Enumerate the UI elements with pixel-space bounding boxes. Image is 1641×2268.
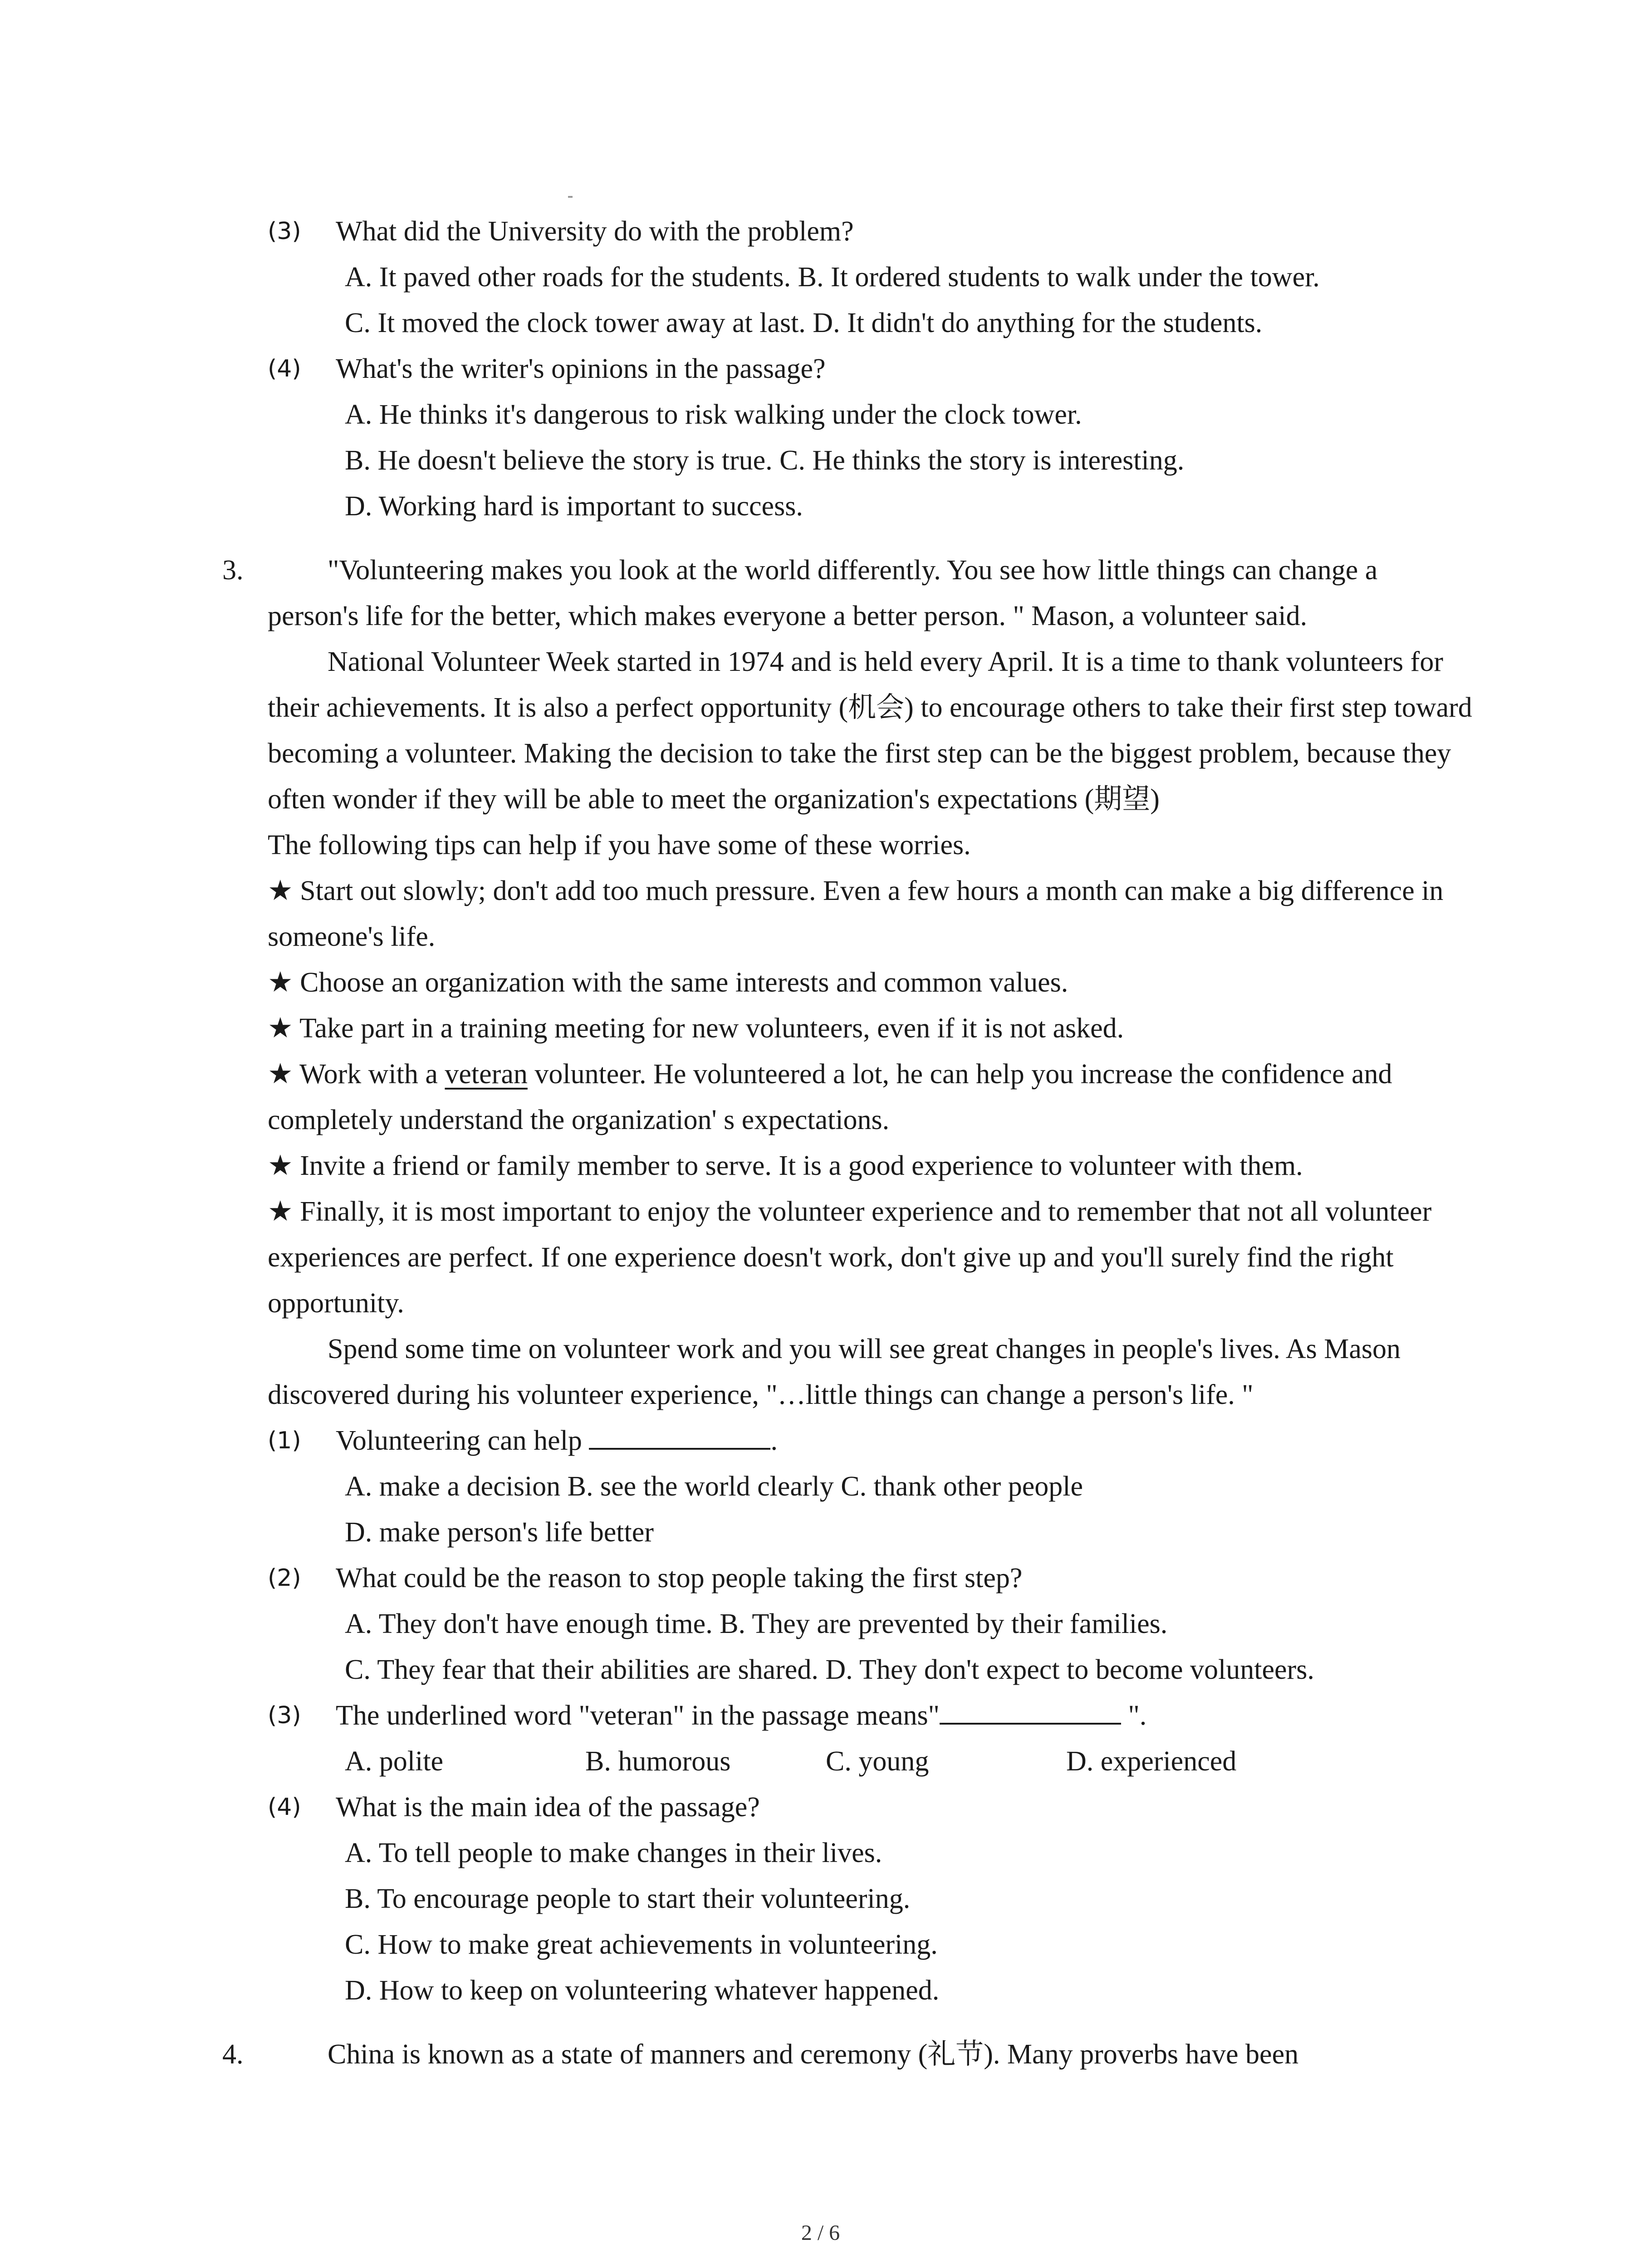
q3-s1-option-d: D. make person's life better	[345, 1517, 654, 1548]
option-b: B. humorous	[585, 1746, 731, 1777]
subquestion-text	[222, 1693, 1474, 1739]
q3-s2-question-row	[222, 1555, 1474, 1601]
passage-paragraph-1: China is known as a state of manners and ceremony (礼节). Many proverbs have been	[328, 2039, 1299, 2070]
subquestion-number: (2)	[268, 1564, 301, 1592]
passage-paragraph-3: The following tips can help if you have some of these worries.	[268, 830, 971, 860]
subquestion-number: (3)	[268, 1702, 301, 1729]
q2-s4-question-row	[222, 346, 1474, 392]
q4-passage	[222, 2032, 1474, 2077]
subquestion-number: (4)	[268, 1794, 301, 1821]
page-number: 2 / 6	[801, 2221, 840, 2245]
q2-s4-options-bc: B. He doesn't believe the story is true. C. He thinks the story is interesting.	[345, 445, 1185, 476]
question-end: .	[770, 1425, 778, 1456]
q2-s3-question-row	[222, 209, 1474, 254]
q3-s4-question-row	[222, 1784, 1474, 1830]
passage-paragraph-4: Spend some time on volunteer work and you will see great changes in people's lives. As Mason discovered during his volunteer experience, "…little things can change a person's life. "	[268, 1334, 1401, 1410]
q2-s4-option-a: A. He thinks it's dangerous to risk walking under the clock tower.	[345, 399, 1082, 430]
answer-blank[interactable]	[940, 1698, 1121, 1725]
underlined-word-veteran: veteran	[445, 1059, 528, 1090]
question-number: 4.	[222, 2039, 244, 2070]
tip-4-start: ★ Work with a	[268, 1059, 445, 1090]
q3-s3-options	[222, 1739, 1474, 1784]
subquestion-number: (4)	[268, 355, 301, 382]
passage-paragraph-1: "Volunteering makes you look at the world differently. You see how little things can change a person's life for the better, which makes everyone a better person. " Mason, a volunteer said.	[268, 555, 1378, 631]
passage-paragraph-2: National Volunteer Week started in 1974 and is held every April. It is a time to thank volunteers for their achievements. It is also a perfect opportunity (机会) to encourage others to take their first step toward becoming a volunteer. Making the decision to take the first step can be the biggest problem, because they often wonder if they will be able to meet the organization's expectations (期望)	[268, 646, 1472, 815]
question-start: Volunteering can help	[336, 1425, 589, 1456]
subquestion-text: What could be the reason to stop people taking the first step?	[336, 1563, 1023, 1593]
tip-3: ★ Take part in a training meeting for new volunteers, even if it is not asked.	[268, 1013, 1124, 1044]
option-c: C. young	[826, 1746, 929, 1777]
tip-2: ★ Choose an organization with the same interests and common values.	[268, 967, 1068, 998]
tip-5: ★ Invite a friend or family member to serve. It is a good experience to volunteer with them.	[268, 1150, 1303, 1181]
q2-s4-option-d: D. Working hard is important to success.	[345, 491, 803, 522]
page-content	[222, 209, 1474, 2077]
subquestion-number: (1)	[268, 1427, 301, 1454]
q3-s4-option-d: D. How to keep on volunteering whatever happened.	[345, 1975, 940, 2006]
answer-blank[interactable]	[589, 1423, 770, 1450]
subquestion-text: What's the writer's opinions in the passage?	[336, 353, 826, 384]
q3-s4-option-b: B. To encourage people to start their volunteering.	[345, 1883, 911, 1914]
scan-mark	[568, 196, 573, 198]
q3-s4-option-c: C. How to make great achievements in volunteering.	[345, 1929, 938, 1960]
q3-s2-options-cd: C. They fear that their abilities are shared. D. They don't expect to become volunteers.	[345, 1654, 1314, 1685]
tip-4-end: volunteer. He volunteered a lot, he can help you increase the confidence and completely understand the organization' s expectations.	[268, 1059, 1392, 1135]
tip-4	[222, 1051, 1474, 1143]
q3-s1-question-row	[222, 1418, 1474, 1464]
question-start: The underlined word "veteran" in the passage means"	[336, 1700, 940, 1731]
tip-6: ★ Finally, it is most important to enjoy the volunteer experience and to remember that not all volunteer experiences are perfect. If one experience doesn't work, don't give up and you'll surely find the right opportunity.	[268, 1196, 1432, 1319]
q2-s3-options-cd: C. It moved the clock tower away at last. D. It didn't do anything for the students.	[345, 308, 1263, 338]
question-end: ".	[1121, 1700, 1147, 1731]
option-a: A. polite	[345, 1746, 443, 1777]
q3-passage	[222, 547, 1474, 639]
q3-s2-options-ab: A. They don't have enough time. B. They are prevented by their families.	[345, 1608, 1168, 1639]
subquestion-text: What did the University do with the problem?	[336, 216, 854, 247]
q3-s1-options-abc: A. make a decision B. see the world clearly C. thank other people	[345, 1471, 1083, 1502]
q2-s3-options-ab: A. It paved other roads for the students. B. It ordered students to walk under the tower.	[345, 262, 1320, 293]
question-number: 3.	[222, 555, 244, 586]
subquestion-text	[222, 1418, 1474, 1464]
subquestion-number: (3)	[268, 218, 301, 245]
subquestion-text: What is the main idea of the passage?	[336, 1792, 760, 1823]
tip-1: ★ Start out slowly; don't add too much pressure. Even a few hours a month can make a big difference in someone's life.	[268, 875, 1444, 952]
q3-s3-question-row	[222, 1693, 1474, 1739]
option-d: D. experienced	[1066, 1746, 1237, 1777]
q3-s4-option-a: A. To tell people to make changes in their lives.	[345, 1838, 882, 1868]
